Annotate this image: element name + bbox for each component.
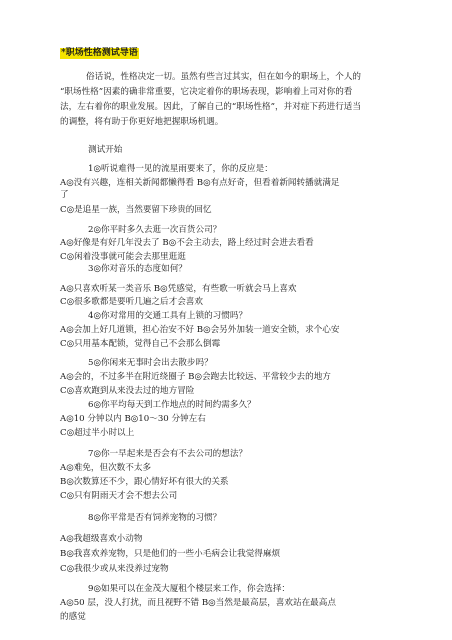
option-line: A◎只喜欢听某一类音乐 B◎凭感觉，有些歌一听就会马上喜欢: [60, 284, 297, 294]
question: 4◎你对常用的交通工具有上锁的习惯吗？: [88, 311, 248, 321]
option-line: B◎我喜欢养宠物，只是他们的一些小毛病会让我觉得麻烦: [60, 549, 281, 559]
intro-line: 法，左右着你的职业发展。因此，了解自己的“职场性格”，并对症下药进行适当: [60, 102, 361, 112]
option-line: A◎50 层，没人打扰，而且视野不错 B◎当然是最高层，喜欢站在最高点: [60, 598, 336, 608]
intro-line: “职场性格”因素的确非常重要，它决定着你的职场表现，影响着上司对你的看: [60, 87, 353, 97]
option-line: C◎只有阴雨天才会不想去公司: [60, 491, 178, 501]
option-line: A◎会加上好几道锁，担心治安不好 B◎会另外加装一道安全锁，求个心安: [60, 325, 340, 335]
question: 9◎如果可以在金茂大厦租个楼层来工作，你会选择：: [88, 584, 291, 594]
option-line: A◎好像是有好几年没去了 B◎不会主动去，路上经过时会进去看看: [60, 238, 314, 248]
option-line: 了: [60, 190, 69, 200]
option-line: C◎喜欢跑到从来没去过的地方冒险: [60, 386, 195, 396]
option-line: 的感觉: [60, 612, 86, 622]
question: 3◎你对音乐的态度如何？: [88, 264, 187, 274]
question: 8◎你平常是否有饲养宠物的习惯？: [88, 513, 222, 523]
section-label: 测试开始: [88, 145, 123, 155]
option-line: C◎我很少或从来没养过宠物: [60, 564, 169, 574]
option-line: C◎闲着没事就可能会去那里逛逛: [60, 252, 186, 262]
option-line: A◎会的，不过多半在附近绕圈子 B◎会跑去比较远、平常较少去的地方: [60, 372, 331, 382]
question: 2◎你平时多久去逛一次百货公司？: [88, 225, 222, 235]
option-line: C◎超过半小时以上: [60, 428, 135, 438]
question: 5◎你闲来无事时会出去散步吗？: [88, 358, 213, 368]
option-line: A◎我超级喜欢小动物: [60, 534, 143, 544]
option-line: A◎10 分钟以内 B◎10～30 分钟左右: [60, 414, 206, 424]
intro-line: 俗话说，性格决定一切。虽然有些言过其实，但在如今的职场上，个人的: [86, 72, 362, 82]
question: 1◎听说难得一见的流星雨要来了，你的反应是：: [88, 164, 273, 174]
intro-line: 的调整，将有助于你更好地把握职场机遇。: [60, 117, 224, 127]
option-line: A◎没有兴趣，连相关新闻都懒得看 B◎有点好奇，但看着新闻转播就满足: [60, 178, 340, 188]
option-line: A◎难免，但次数不太多: [60, 463, 152, 473]
question: 7◎你一早起来是否会有不去公司的想法？: [88, 449, 248, 459]
doc-title: *职场性格测试导语: [61, 48, 138, 58]
question: 6◎你平均每天到工作地点的时间约需多久？: [88, 400, 256, 410]
intro-paragraph: [60, 70, 400, 130]
option-line: C◎是追星一族，当然要留下珍贵的回忆: [60, 205, 212, 215]
option-line: B◎次数算还不少，跟心情好坏有很大的关系: [60, 477, 229, 487]
option-line: C◎很多歌都是要听几遍之后才会喜欢: [60, 297, 203, 307]
option-line: C◎只用基本配锁，觉得自己不会那么倒霉: [60, 339, 221, 349]
